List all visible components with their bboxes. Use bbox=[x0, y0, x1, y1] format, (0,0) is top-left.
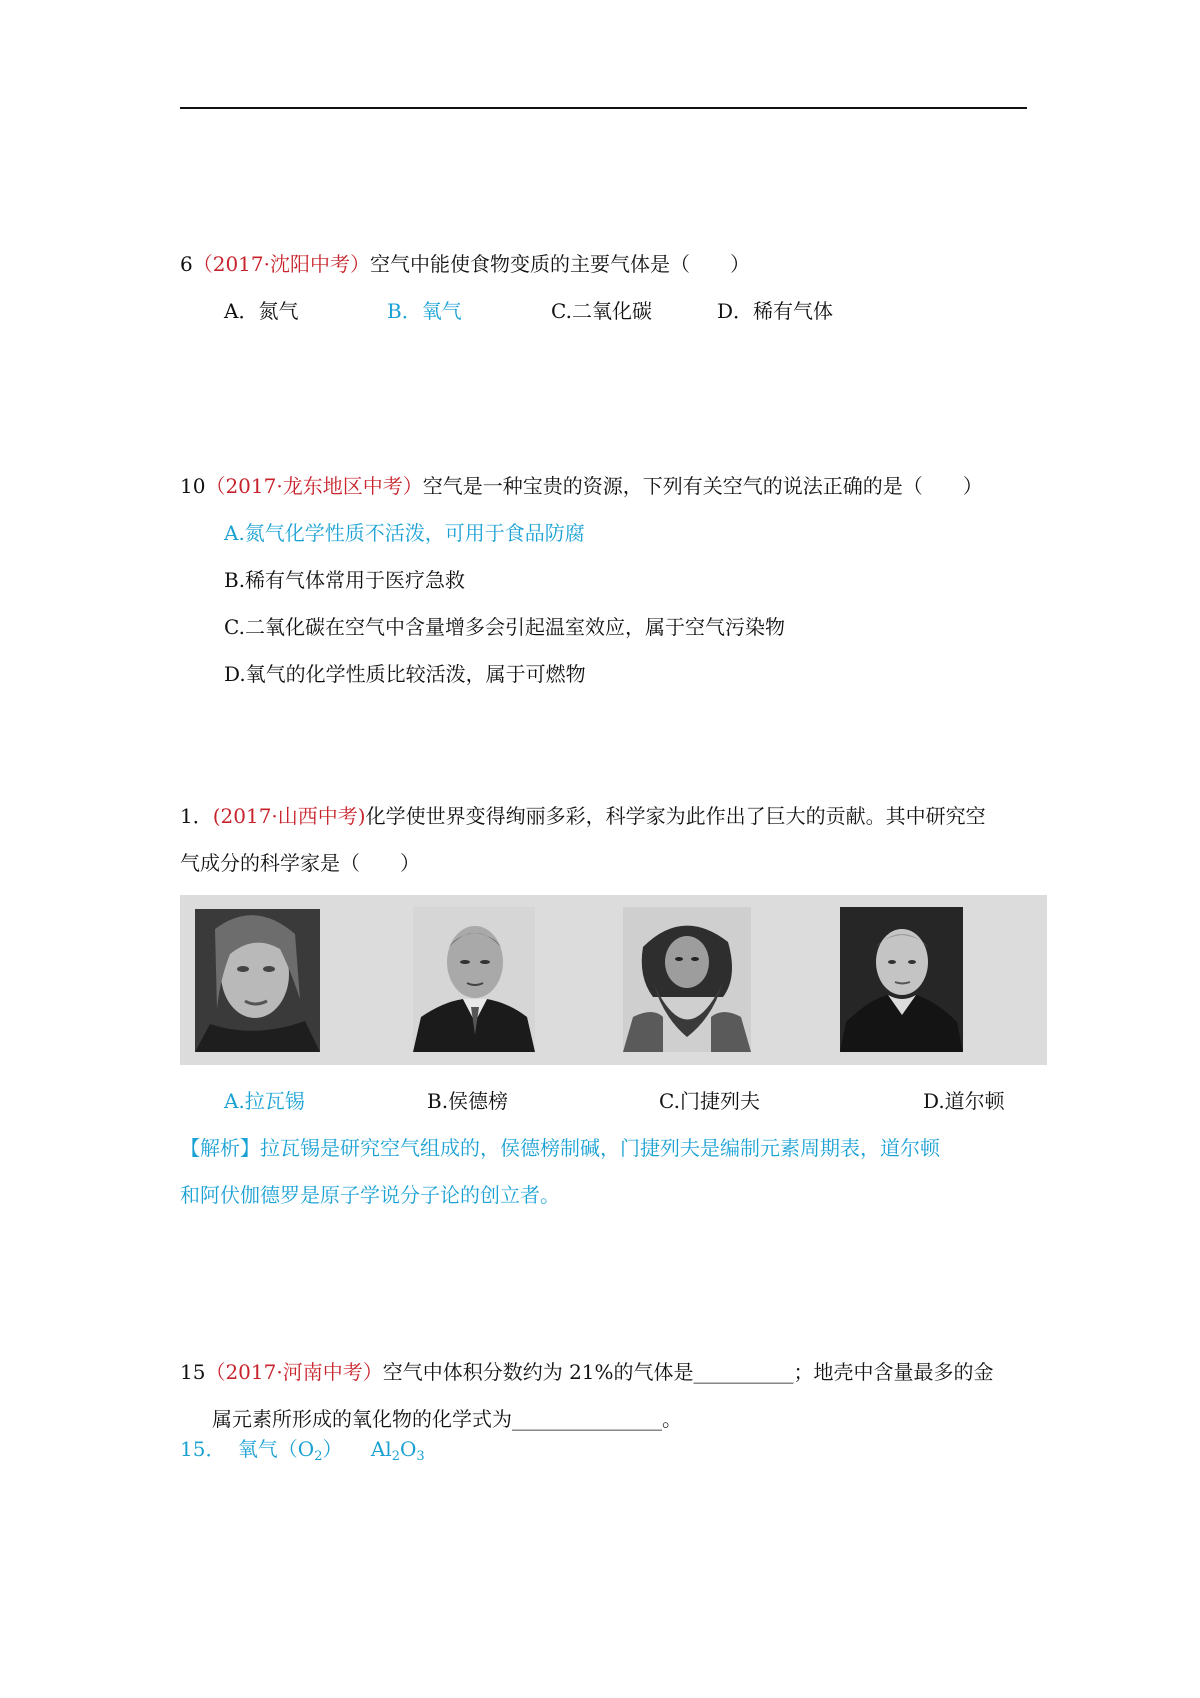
q15-text-line1: 空气中体积分数约为 21%的气体是__________；地壳中含量最多的金 bbox=[382, 1360, 994, 1384]
q1-analysis-line2: 和阿伏伽德罗是原子学说分子论的创立者。 bbox=[180, 1183, 560, 1207]
q1-stem-line1 bbox=[180, 802, 986, 830]
q15-source: （2017·河南中考） bbox=[205, 1360, 383, 1384]
q15-answer-b bbox=[370, 1437, 425, 1464]
q1-stem-line2: 气成分的科学家是（ ） bbox=[180, 851, 420, 875]
scientist-photo-strip bbox=[180, 895, 1047, 1065]
q10-number: 10 bbox=[180, 474, 206, 498]
q1-text-line1: 化学使世界变得绚丽多彩，科学家为此作出了巨大的贡献。其中研究空 bbox=[365, 804, 986, 828]
q1-option-b: B.侯德榜 bbox=[427, 1089, 509, 1113]
q6-option-d: D．稀有气体 bbox=[717, 299, 834, 323]
q10-option-b: B.稀有气体常用于医疗急救 bbox=[224, 568, 466, 592]
q6-option-a: A．氮气 bbox=[224, 299, 299, 323]
q1-option-c: C.门捷列夫 bbox=[659, 1089, 760, 1113]
q15-answer-a-text: 氧气（O bbox=[237, 1437, 315, 1461]
q15-answer-number: 15． bbox=[180, 1437, 226, 1461]
q15-answer-b-sub1: 2 bbox=[391, 1449, 400, 1464]
q10-stem bbox=[180, 472, 983, 500]
q1-number: 1． bbox=[180, 804, 213, 828]
q1-option-d: D.道尔顿 bbox=[923, 1089, 1005, 1113]
q15-answer-a bbox=[237, 1437, 343, 1464]
q15-answer-a-close: ） bbox=[322, 1437, 343, 1461]
q6-source: （2017·沈阳中考） bbox=[192, 252, 370, 276]
portrait-lavoisier bbox=[195, 909, 320, 1052]
q10-source: （2017·龙东地区中考） bbox=[205, 474, 423, 498]
q6-option-c: C.二氧化碳 bbox=[551, 299, 652, 323]
q15-answer-b-sub2: 3 bbox=[416, 1449, 425, 1464]
q15-number: 15 bbox=[180, 1360, 206, 1384]
q1-analysis-line1: 【解析】拉瓦锡是研究空气组成的，侯德榜制碱，门捷列夫是编制元素周期表，道尔顿 bbox=[180, 1136, 940, 1160]
q1-source: (2017·山西中考) bbox=[212, 804, 366, 828]
q15-answer-b-el1: Al bbox=[370, 1437, 392, 1461]
q6-number: 6 bbox=[180, 252, 193, 276]
q15-answer-a-sub: 2 bbox=[314, 1449, 323, 1464]
q15-stem-line2: 属元素所形成的氧化物的化学式为_______________。 bbox=[212, 1407, 682, 1431]
q10-option-d: D.氧气的化学性质比较活泼，属于可燃物 bbox=[224, 662, 586, 686]
q6-stem bbox=[180, 250, 750, 278]
q10-text: 空气是一种宝贵的资源，下列有关空气的说法正确的是（ ） bbox=[422, 474, 983, 498]
q10-option-a: A.氮气化学性质不活泼，可用于食品防腐 bbox=[224, 521, 585, 545]
portrait-hou-debang bbox=[413, 907, 535, 1052]
q15-stem-line1 bbox=[180, 1358, 994, 1386]
portrait-dalton bbox=[840, 907, 963, 1052]
q10-option-c: C.二氧化碳在空气中含量增多会引起温室效应，属于空气污染物 bbox=[224, 615, 785, 639]
header-rule bbox=[180, 107, 1027, 109]
q15-answer bbox=[180, 1435, 425, 1471]
q15-answer-b-el2: O bbox=[399, 1437, 417, 1461]
portrait-mendeleev bbox=[623, 907, 751, 1052]
q1-option-a: A.拉瓦锡 bbox=[224, 1089, 305, 1113]
q6-text: 空气中能使食物变质的主要气体是（ ） bbox=[370, 252, 750, 276]
q6-option-b: B．氧气 bbox=[387, 299, 462, 323]
